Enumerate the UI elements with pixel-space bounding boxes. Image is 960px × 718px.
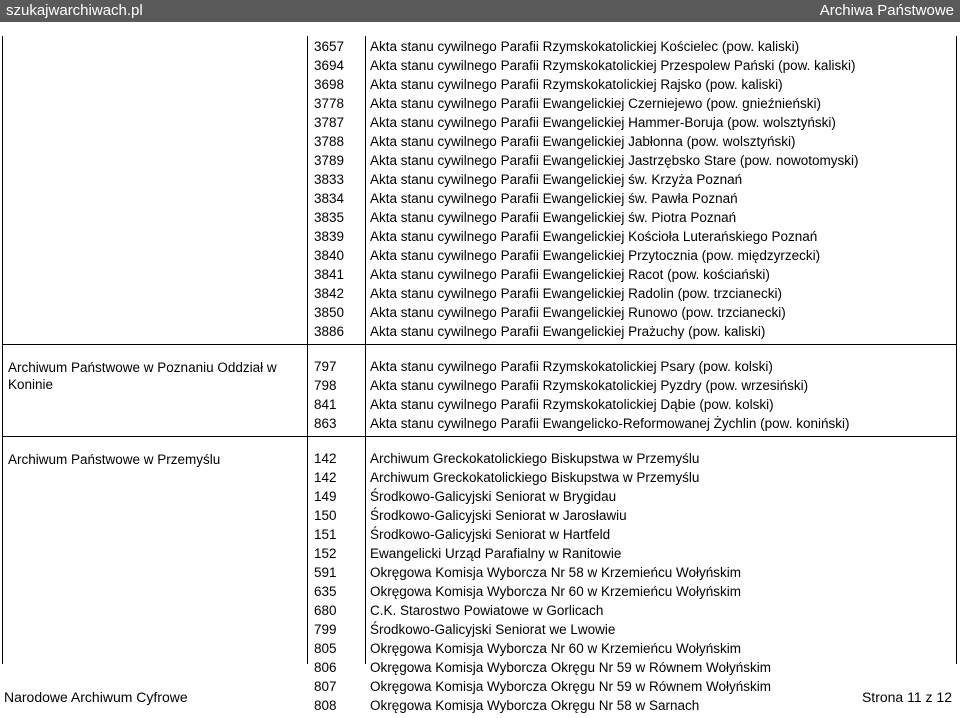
- fond-title: Akta stanu cywilnego Parafii Ewangelickiej Czerniejewo (pow. gnieźnieński): [370, 96, 821, 111]
- table-row: [308, 449, 948, 468]
- fond-number: 591: [314, 565, 337, 580]
- fond-title: Okręgowa Komisja Wyborcza Okręgu Nr 59 w Równem Wołyńskim: [370, 660, 771, 675]
- table-row: [308, 601, 948, 620]
- fond-title: Akta stanu cywilnego Parafii Rzymskokatolickiej Psary (pow. kolski): [370, 359, 773, 374]
- fond-title: Akta stanu cywilnego Parafii Ewangelickiej Jabłonna (pow. wolsztyński): [370, 134, 796, 149]
- table-row: [308, 246, 948, 265]
- fond-title: Akta stanu cywilnego Parafii Ewangelickiej św. Piotra Poznań: [370, 210, 737, 225]
- table-row: [308, 395, 948, 414]
- fond-number: 805: [314, 641, 337, 656]
- table-row: [308, 56, 948, 75]
- table-row: [308, 37, 948, 56]
- archive-section: [3, 36, 956, 345]
- table-row: [308, 544, 948, 563]
- table-row: [308, 487, 948, 506]
- fond-title: Akta stanu cywilnego Parafii Ewangelickiej Przytocznia (pow. międzyrzecki): [370, 248, 821, 263]
- table-row: [308, 303, 948, 322]
- fond-number: 806: [314, 660, 337, 675]
- fond-number: 142: [314, 470, 337, 485]
- archive-name: Archiwum Państwowe w Poznaniu Oddział w Koninie: [8, 360, 277, 392]
- fond-number: 3840: [314, 248, 345, 263]
- fond-number: 3788: [314, 134, 345, 149]
- fond-number: 142: [314, 451, 337, 466]
- table-row: [308, 696, 948, 715]
- fond-number: 3834: [314, 191, 345, 206]
- table-row: [308, 189, 948, 208]
- fond-number: 797: [314, 359, 337, 374]
- fond-title: Akta stanu cywilnego Parafii Rzymskokatolickiej Kościelec (pow. kaliski): [370, 39, 800, 54]
- fond-title: Akta stanu cywilnego Parafii Ewangelickiej św. Pawła Poznań: [370, 191, 738, 206]
- table-row: [308, 322, 948, 341]
- fond-number: 3842: [314, 286, 345, 301]
- fond-title: Ewangelicki Urząd Parafialny w Ranitowie: [370, 546, 622, 561]
- fond-title: C.K. Starostwo Powiatowe w Gorlicach: [370, 603, 604, 618]
- fond-title: Środkowo-Galicyjski Seniorat w Brygidau: [370, 489, 617, 504]
- fond-title: Akta stanu cywilnego Parafii Ewangelicko-Reformowanej Żychlin (pow. koniński): [370, 416, 850, 431]
- fond-number: 3841: [314, 267, 345, 282]
- document-title: Archiwa Państwowe: [819, 2, 954, 19]
- fond-title: Akta stanu cywilnego Parafii Ewangelickiej św. Krzyża Poznań: [370, 172, 743, 187]
- fond-title: Akta stanu cywilnego Parafii Rzymskokatolickiej Pyzdry (pow. wrzesiński): [370, 378, 809, 393]
- fond-number: 798: [314, 378, 337, 393]
- table-row: [308, 151, 948, 170]
- fond-title: Akta stanu cywilnego Parafii Ewangelickiej Jastrzębsko Stare (pow. nowotomyski): [370, 153, 859, 168]
- archive-name: Archiwum Państwowe w Przemyślu: [8, 452, 221, 467]
- table-row: [308, 563, 948, 582]
- fond-title: Akta stanu cywilnego Parafii Rzymskokatolickiej Przespolew Pański (pow. kaliski): [370, 58, 856, 73]
- fond-title: Akta stanu cywilnego Parafii Ewangelickiej Prażuchy (pow. kaliski): [370, 324, 766, 339]
- fond-title: Okręgowa Komisja Wyborcza Okręgu Nr 59 w Równem Wołyńskim: [370, 679, 771, 694]
- fond-number: 3789: [314, 153, 345, 168]
- page-number: Strona 11 z 12: [861, 689, 952, 705]
- fond-number: 3657: [314, 39, 345, 54]
- fond-number: 863: [314, 416, 337, 431]
- table-row: [308, 506, 948, 525]
- fond-number: 799: [314, 622, 337, 637]
- table-row: [308, 357, 948, 376]
- table-row: [308, 113, 948, 132]
- table-row: [308, 94, 948, 113]
- fond-number: 3839: [314, 229, 345, 244]
- fond-title: Środkowo-Galicyjski Seniorat w Jarosławiu: [370, 508, 627, 523]
- fond-title: Okręgowa Komisja Wyborcza Nr 58 w Krzemieńcu Wołyńskim: [370, 565, 741, 580]
- fond-number: 680: [314, 603, 337, 618]
- fond-number: 807: [314, 679, 337, 694]
- table-row: [308, 376, 948, 395]
- fond-title: Akta stanu cywilnego Parafii Ewangelickiej Kościoła Luterańskiego Poznań: [370, 229, 818, 244]
- fond-title: Akta stanu cywilnego Parafii Ewangelickiej Radolin (pow. trzcianecki): [370, 286, 782, 301]
- table-row: [308, 468, 948, 487]
- fond-number: 635: [314, 584, 337, 599]
- fond-number: 149: [314, 489, 337, 504]
- fond-title: Archiwum Greckokatolickiego Biskupstwa w Przemyślu: [370, 470, 700, 485]
- fond-title: Akta stanu cywilnego Parafii Rzymskokatolickiej Rajsko (pow. kaliski): [370, 77, 783, 92]
- fond-number: 151: [314, 527, 337, 542]
- fond-title: Środkowo-Galicyjski Seniorat we Lwowie: [370, 622, 616, 637]
- fond-title: Akta stanu cywilnego Parafii Ewangelickiej Racot (pow. kościański): [370, 267, 770, 282]
- table-row: [308, 658, 948, 677]
- fond-number: 3850: [314, 305, 345, 320]
- archive-section: [3, 356, 956, 437]
- fond-number: 3833: [314, 172, 345, 187]
- table-row: [308, 639, 948, 658]
- table-row: [308, 677, 948, 696]
- table-row: [308, 208, 948, 227]
- fond-title: Okręgowa Komisja Wyborcza Nr 60 w Krzemieńcu Wołyńskim: [370, 641, 741, 656]
- fond-title: Akta stanu cywilnego Parafii Rzymskokatolickiej Dąbie (pow. kolski): [370, 397, 774, 412]
- fond-number: 3778: [314, 96, 345, 111]
- fond-number: 808: [314, 698, 337, 713]
- table-row: [308, 227, 948, 246]
- footer-source: Narodowe Archiwum Cyfrowe: [4, 689, 188, 705]
- fond-number: 150: [314, 508, 337, 523]
- page-header: [0, 0, 960, 22]
- archive-section: [3, 448, 956, 718]
- table-row: [308, 265, 948, 284]
- fond-title: Okręgowa Komisja Wyborcza Okręgu Nr 58 w Sarnach: [370, 698, 700, 713]
- site-name: szukajwarchiwach.pl: [6, 2, 143, 19]
- fond-number: 3698: [314, 77, 345, 92]
- table-row: [308, 620, 948, 639]
- fond-number: 3886: [314, 324, 345, 339]
- fond-number: 841: [314, 397, 337, 412]
- table-row: [308, 414, 948, 433]
- table-row: [308, 525, 948, 544]
- fond-number: 3787: [314, 115, 345, 130]
- fond-title: Okręgowa Komisja Wyborcza Nr 60 w Krzemieńcu Wołyńskim: [370, 584, 741, 599]
- fond-title: Archiwum Greckokatolickiego Biskupstwa w Przemyślu: [370, 451, 700, 466]
- table-row: [308, 284, 948, 303]
- fond-number: 3835: [314, 210, 345, 225]
- table-row: [308, 75, 948, 94]
- fond-title: Środkowo-Galicyjski Seniorat w Hartfeld: [370, 527, 611, 542]
- fond-title: Akta stanu cywilnego Parafii Ewangelickiej Hammer-Boruja (pow. wolsztyński): [370, 115, 836, 130]
- table-row: [308, 170, 948, 189]
- fond-number: 152: [314, 546, 337, 561]
- fond-title: Akta stanu cywilnego Parafii Ewangelickiej Runowo (pow. trzcianecki): [370, 305, 786, 320]
- table-row: [308, 582, 948, 601]
- table-row: [308, 132, 948, 151]
- fond-number: 3694: [314, 58, 345, 73]
